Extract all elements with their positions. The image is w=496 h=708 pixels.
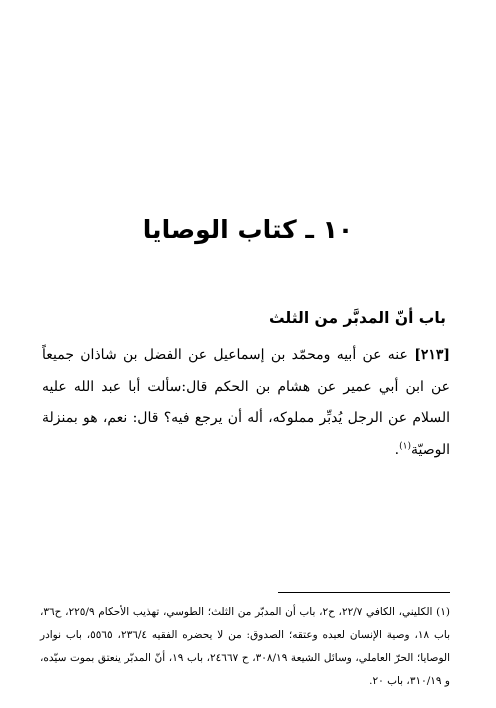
chapter-title: ١٠ ـ كتاب الوصايا (142, 215, 354, 244)
footnote-divider (278, 592, 450, 593)
section-heading: باب أنّ المدبَّر من الثلث (268, 309, 446, 327)
hadith-ending: . (394, 441, 400, 458)
footnote-reference[interactable]: (١) (399, 440, 411, 451)
hadith-paragraph (42, 340, 450, 466)
footnote-text: (١) الكليني، الكافي ٢٢/٧، ح٢، باب أن المدبّر من الثلث؛ الطوسي، تهذيب الأحكام ٢٢٥/٩، ح٣٦، باب ١٨، وصية الإنسان لعبده وعتقه؛ الصدوق: من لا يحضره الفقيه ٢٣٦/٤، ٥٥٦٥، باب نوادر الوصايا؛ الحرّ العاملي، وسائل الشيعة ٣٠٨/١٩، ح ٢٤٦٦٧، باب ١٩، أنّ المدبّر ينعتق بموت سيّده، و ٣١٠/١٩، باب ٢٠. (40, 606, 451, 687)
hadith-number: [٢١٣] (414, 347, 450, 363)
hadith-text: عنه عن أبيه ومحمّد بن إسماعيل عن الفضل بن شاذان جميعاً عن ابن أبي عمير عن هشام بن الحكم قال:سألت أبا عبد الله عليه السلام عن الرجل يُدبِّر مملوكه، أله أن يرجع فيه؟ قال: نعم، هو بمنزلة الوصيّة (42, 347, 450, 458)
